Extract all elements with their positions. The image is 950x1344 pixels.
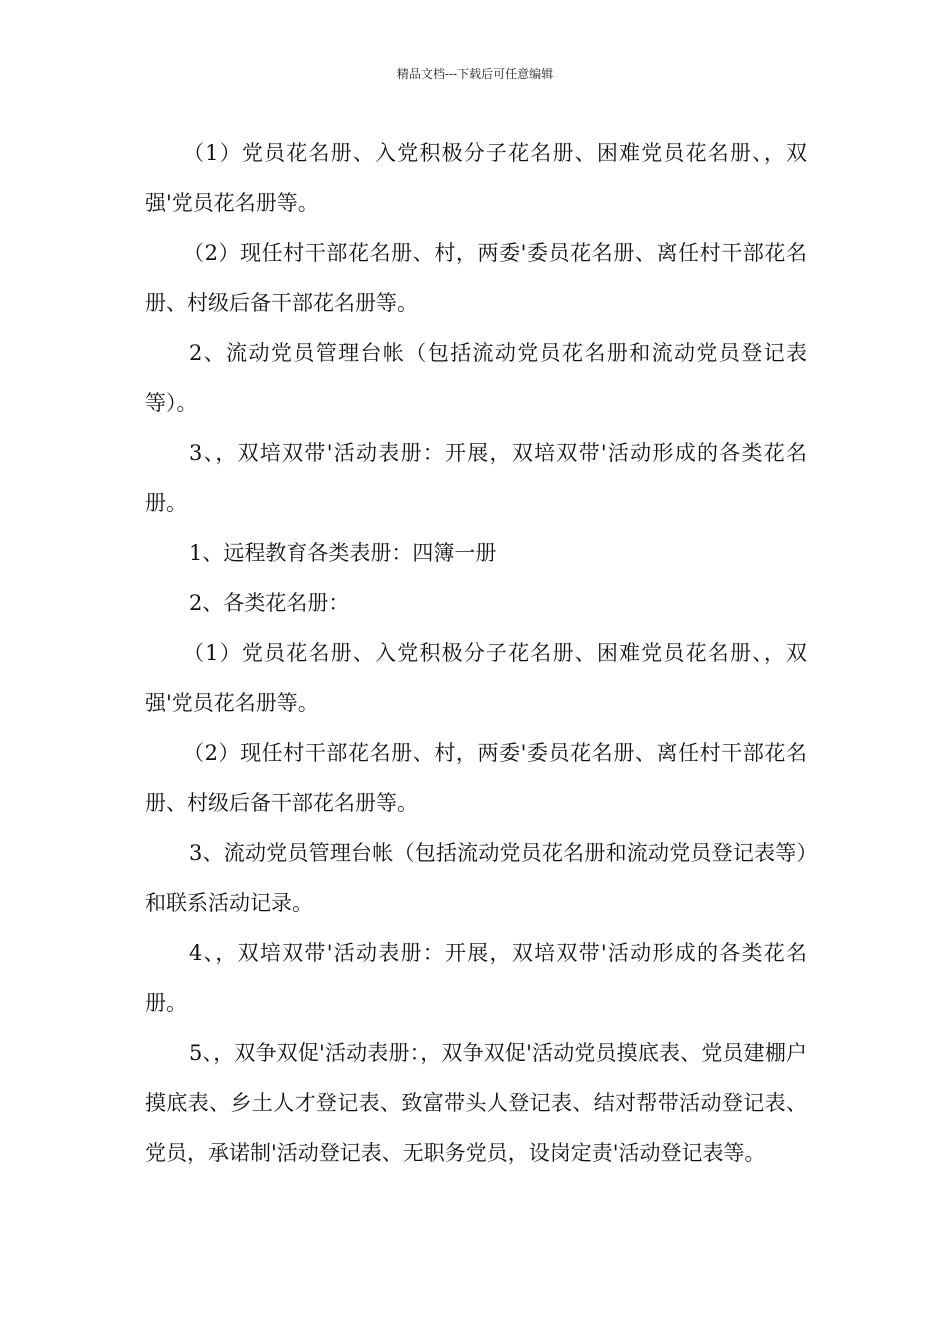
page-header: 精品文档---下载后可任意编辑 — [396, 67, 554, 81]
paragraph-10: 4、，双培双带'活动表册：开展，双培双带'活动形成的各类花名册。 — [145, 941, 807, 1015]
paragraph-2: （2）现任村干部花名册、村，两委'委员花名册、离任村干部花名册、村级后备干部花名册等。 — [145, 241, 807, 315]
paragraph-11: 5、，双争双促'活动表册：，双争双促'活动党员摸底表、党员建棚户摸底表、乡土人才登记表、致富带头人登记表、结对帮带活动登记表、党员，承诺制'活动登记表、无职务党员，设岗定责'活动登记表等。 — [145, 1041, 807, 1165]
paragraph-5: 1、远程教育各类表册：四簿一册 — [189, 541, 497, 565]
document-body — [145, 128, 807, 1178]
paragraph-4: 3、，双培双带'活动表册：开展，双培双带'活动形成的各类花名册。 — [145, 441, 807, 515]
paragraph-7: （1）党员花名册、入党积极分子花名册、困难党员花名册、，双强'党员花名册等。 — [145, 641, 807, 715]
paragraph-6: 2、各类花名册： — [189, 591, 350, 615]
paragraph-3: 2、流动党员管理台帐（包括流动党员花名册和流动党员登记表等）。 — [145, 341, 807, 415]
paragraph-8: （2）现任村干部花名册、村，两委'委员花名册、离任村干部花名册、村级后备干部花名册等。 — [145, 741, 807, 815]
paragraph-1: （1）党员花名册、入党积极分子花名册、困难党员花名册、，双强'党员花名册等。 — [145, 141, 807, 215]
paragraph-9: 3、流动党员管理台帐（包括流动党员花名册和流动党员登记表等）和联系活动记录。 — [145, 841, 807, 915]
